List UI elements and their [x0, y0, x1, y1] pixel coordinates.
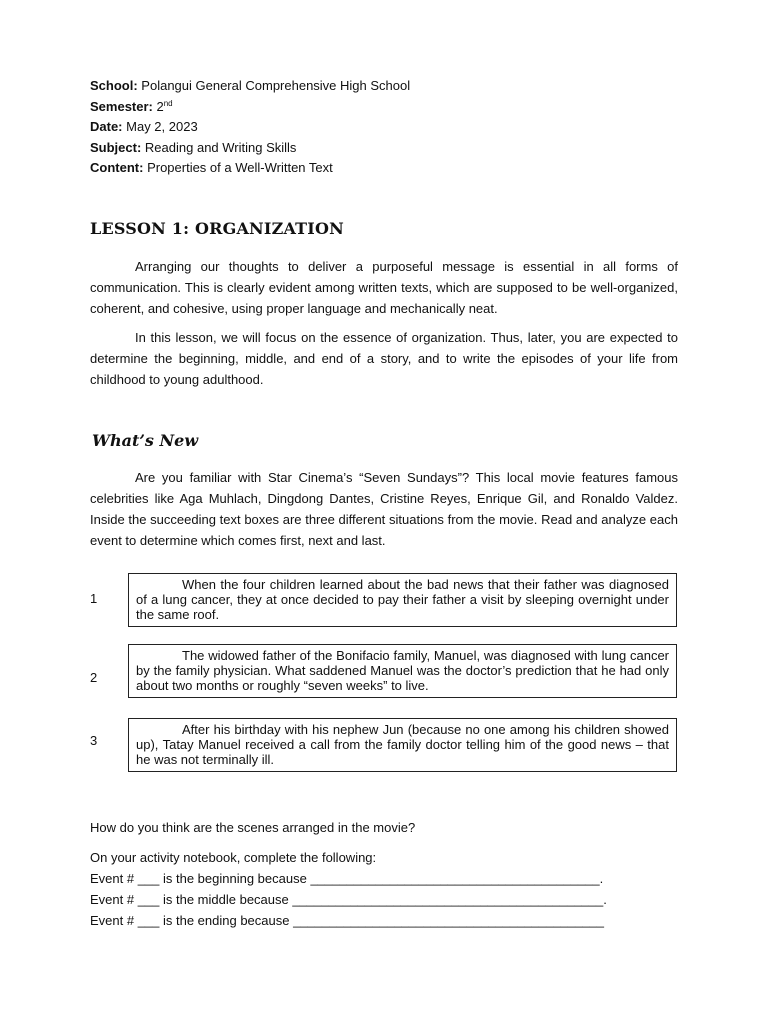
- semester-line: Semester: 2nd: [90, 98, 173, 114]
- semester-value: 2: [156, 98, 164, 114]
- whats-new-intro: Are you familiar with Star Cinema’s “Seven Sundays”? This local movie features famous celebrities like Aga Muhlach, Dingdong Dantes, Cristine Reyes, Enrique Gil, and Ronaldo Valdez. Inside the succeeding text boxes are three different situations from the movie. Read and analyze each event to determine which comes first, next and last.: [90, 470, 678, 548]
- lesson-paragraph-2: In this lesson, we will focus on the essence of organization. Thus, later, you are expected to determine the beginning, middle, and end of a story, and to write the episodes of your life from childhood to young adulthood.: [90, 330, 678, 387]
- school-line: School: Polangui General Comprehensive High School: [90, 78, 411, 93]
- subject-value: Reading and Writing Skills: [144, 139, 297, 155]
- date-line: Date: May 2, 2023: [90, 119, 198, 135]
- event-number-2: 2: [90, 670, 98, 685]
- activity-question: How do you think are the scenes arranged in the movie?: [90, 820, 416, 835]
- content-value: Properties of a Well-Written Text: [147, 160, 333, 176]
- event-number-3: 3: [90, 733, 98, 748]
- header-info: [90, 76, 410, 179]
- activity-line-middle: Event # ___ is the middle because ___________________________________________.: [90, 892, 607, 907]
- event-number-1: 1: [90, 591, 98, 606]
- activity-line-ending: Event # ___ is the ending because ___________________________________________: [90, 913, 604, 928]
- activity-instruction: On your activity notebook, complete the following:: [90, 850, 377, 865]
- content-line: Content: Properties of a Well-Written Text: [90, 160, 333, 176]
- activity-line-beginning: Event # ___ is the beginning because ________________________________________.: [90, 871, 604, 886]
- lesson-title: LESSON 1: ORGANIZATION: [90, 219, 344, 238]
- date-value: May 2, 2023: [126, 119, 198, 135]
- school-value: Polangui General Comprehensive High School: [141, 78, 411, 93]
- lesson-paragraph-1: Arranging our thoughts to deliver a purposeful message is essential in all forms of communication. This is clearly evident among written texts, which are supposed to be well-organized, coherent, and cohesive, using proper language and mechanically neat.: [90, 259, 678, 316]
- event-box-1: When the four children learned about the bad news that their father was diagnosed of a lung cancer, they at once decided to pay their father a visit by sleeping overnight under the same roof.: [128, 573, 677, 627]
- event-box-2: The widowed father of the Bonifacio family, Manuel, was diagnosed with lung cancer by the family physician. What saddened Manuel was the doctor’s prediction that he had only about two months or roughly “seven weeks” to live.: [128, 644, 677, 698]
- event-box-3: After his birthday with his nephew Jun (because no one among his children showed up), Tatay Manuel received a call from the family doctor telling him of the good news – that he was not terminally ill.: [128, 718, 677, 772]
- subject-line: Subject: Reading and Writing Skills: [90, 139, 297, 155]
- whats-new-title: What’s New: [92, 431, 199, 450]
